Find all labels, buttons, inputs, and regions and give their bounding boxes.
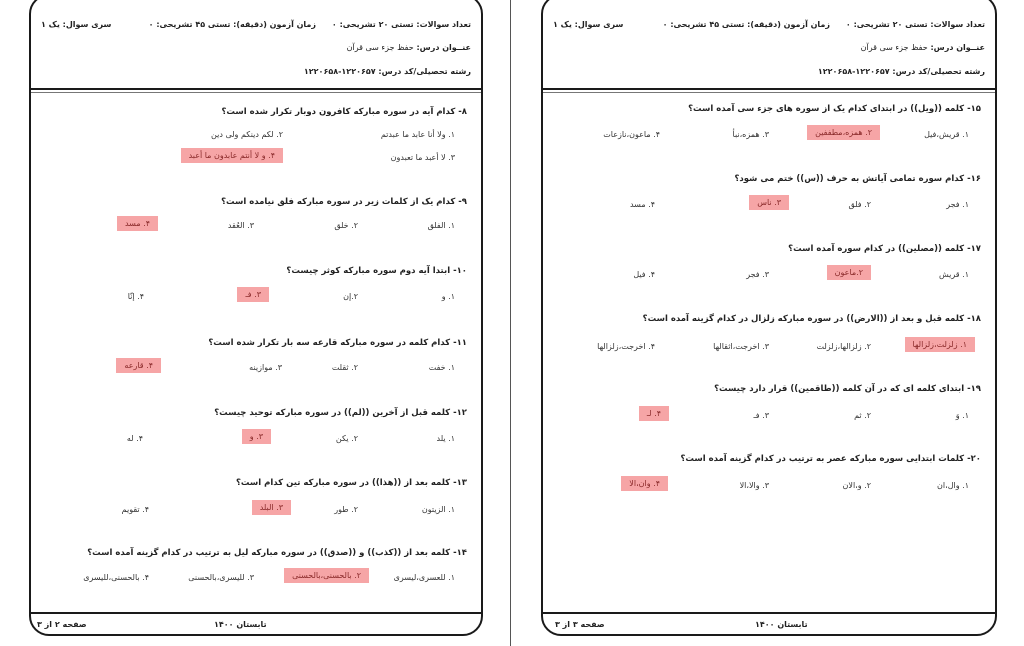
option-1[interactable]: ۱. خفت — [428, 363, 455, 372]
option-2[interactable]: ۲. خلق — [334, 221, 358, 230]
option-2[interactable]: ۲. لکم دینکم ولی دین — [211, 130, 283, 139]
course-code: رشته تحصیلی/کد درس: ۱۲۲۰۶۵۷-۱۲۲۰۶۵۸ — [303, 67, 471, 76]
option-4[interactable]: ۴. ماعون،نازعات — [603, 130, 660, 139]
option-3[interactable]: ۳. فـ — [753, 411, 769, 420]
question-20: ۲۰- کلمات ابتدایی سوره مبارکه عصر به ترتیب در کدام گزینه آمده است؟ — [680, 454, 981, 464]
question-15: ۱۵- کلمه ((ویل)) در ابتدای کدام یک از سوره های جزء سی آمده است؟ — [688, 104, 981, 114]
option-4-selected[interactable]: ۴. و لا أنتم عابدون ما أعبد — [181, 148, 283, 163]
option-1-selected[interactable]: ۱. زلزلت،زلزالها — [905, 337, 975, 352]
question-9: ۹- کدام یک از کلمات زیر در سوره مبارکه فلق نیامده است؟ — [221, 197, 467, 207]
option-1[interactable]: ۱. الفلق — [427, 221, 455, 230]
option-3[interactable]: ۳. همزه،نبأ — [732, 130, 769, 139]
course-title: عنــوان درس: حفظ جزء سی قرآن — [860, 43, 985, 52]
question-count-label: تعداد سوالات: تستی ۲۰ تشریحی: ۰ — [331, 20, 471, 29]
question-12: ۱۲- کلمه قبل از آخرین ((لم)) در سوره مبارکه توحید چیست؟ — [214, 408, 467, 418]
option-4-selected[interactable]: ۴. لـ — [639, 406, 669, 421]
option-3[interactable]: ۳. موازینه — [249, 363, 282, 372]
option-2[interactable]: ۲. طور — [334, 505, 358, 514]
question-14: ۱۴- کلمه بعد از ((کذب)) و ((صدق)) در سوره مبارکه لیل به ترتیب در کدام گزینه آمده است؟ — [87, 548, 467, 558]
option-1[interactable]: ۱. یلد — [436, 434, 455, 443]
question-10: ۱۰- ابتدا آیه دوم سوره مبارکه کوثر چیست؟ — [286, 266, 467, 276]
question-13: ۱۳- کلمه بعد از ((هذا)) در سوره مبارکه تین کدام است؟ — [235, 478, 467, 488]
footer-page-number: صفحه ۲ از ۳ — [37, 620, 87, 629]
option-1[interactable]: ۱. ولا أنا عابد ما عبدتم — [380, 130, 455, 139]
option-2[interactable]: ۲. زلزالها،زلزلت — [816, 342, 871, 351]
question-18: ۱۸- کلمه قبل و بعد از ((الارض)) در سوره مبارکه زلزال در کدام گزینه آمده است؟ — [642, 314, 981, 324]
option-3-selected[interactable]: ۳. البلد — [252, 500, 291, 515]
option-1[interactable]: ۱. قریش،فیل — [924, 130, 969, 139]
question-8: ۸- کدام آیه در سوره مبارکه کافرون دوبار تکرار شده است؟ — [221, 107, 467, 117]
option-4-selected[interactable]: ۴. قارعه — [116, 358, 161, 373]
footer-date: تابستان ۱۴۰۰ — [755, 620, 808, 629]
option-3[interactable]: ۳. اخرجت،اثقالها — [713, 342, 769, 351]
option-4[interactable]: ۴. بالحسنی،للیسری — [83, 573, 149, 582]
option-3[interactable]: ۳. فجر — [746, 270, 769, 279]
course-code: رشته تحصیلی/کد درس: ۱۲۲۰۶۵۷-۱۲۲۰۶۵۸ — [817, 67, 985, 76]
option-3[interactable]: ۳. للیسری،بالحسنی — [188, 573, 254, 582]
question-19: ۱۹- ابتدای کلمه ای که در آن کلمه ((طاقمین)) قرار دارد چیست؟ — [714, 384, 981, 394]
option-1[interactable]: ۱. للعسری،لیسری — [393, 573, 455, 582]
question-17: ۱۷- کلمه ((مصلین)) در کدام سوره آمده است؟ — [788, 244, 981, 254]
option-2-selected[interactable]: ۲. بالحسنی،بالحسنی — [284, 568, 369, 583]
option-4[interactable]: ۴. إنّا — [127, 292, 144, 301]
footer-date: تابستان ۱۴۰۰ — [214, 620, 267, 629]
option-3[interactable]: ۳. لا أعبد ما تعبدون — [390, 153, 455, 162]
option-2-selected[interactable]: ۲.ماعون — [827, 265, 871, 280]
option-2[interactable]: ۲. یکن — [335, 434, 358, 443]
option-4[interactable]: ۴. له — [126, 434, 143, 443]
exam-page-right — [541, 0, 997, 636]
option-1[interactable]: ۱. وال،ان — [937, 481, 969, 490]
option-2[interactable]: ۲. فلق — [848, 200, 871, 209]
question-16: ۱۶- کدام سوره تمامی آیاتش به حرف ((س)) ختم می شود؟ — [734, 174, 981, 184]
option-1[interactable]: ۱. وَ — [955, 411, 969, 420]
page-divider — [510, 0, 511, 646]
series-label: سری سوال: یک ۱ — [553, 20, 624, 29]
option-3-selected[interactable]: ۳. و — [242, 429, 271, 444]
page-header — [31, 0, 481, 90]
page-header — [543, 0, 995, 90]
page-footer — [543, 612, 995, 634]
option-3[interactable]: ۳. والا،الا — [739, 481, 769, 490]
option-2[interactable]: ۲.إن — [343, 292, 358, 301]
question-count-label: تعداد سوالات: تستی ۲۰ تشریحی: ۰ — [845, 20, 985, 29]
option-1[interactable]: ۱. و — [441, 292, 455, 301]
option-3[interactable]: ۳. العُقد — [227, 221, 254, 230]
option-1[interactable]: ۱. قریش — [938, 270, 969, 279]
series-label: سری سوال: یک ۱ — [41, 20, 112, 29]
footer-page-number: صفحه ۳ از ۳ — [555, 620, 605, 629]
option-3-selected[interactable]: ۳. ناس — [749, 195, 789, 210]
option-4[interactable]: ۴. اخرجت،زلزالها — [597, 342, 655, 351]
question-11: ۱۱- کدام کلمه در سوره مبارکه قارعه سه بار تکرار شده است؟ — [208, 338, 467, 348]
page-footer — [31, 612, 481, 634]
duration-label: زمان آزمون (دقیقه): تستی ۴۵ تشریحی: ۰ — [662, 20, 830, 29]
exam-page-left — [29, 0, 483, 636]
option-4-selected[interactable]: ۴. مسد — [117, 216, 158, 231]
option-3-selected[interactable]: ۳. فـ — [237, 287, 269, 302]
option-4[interactable]: ۴. مسد — [629, 200, 655, 209]
option-2-selected[interactable]: ۲. همزه،مطففین — [807, 125, 880, 140]
option-4[interactable]: ۴. تقویم — [121, 505, 149, 514]
option-2[interactable]: ۲. و،الان — [842, 481, 871, 490]
option-1[interactable]: ۱. الزیتون — [421, 505, 455, 514]
option-2[interactable]: ۲. ثقلت — [331, 363, 358, 372]
duration-label: زمان آزمون (دقیقه): تستی ۴۵ تشریحی: ۰ — [148, 20, 316, 29]
course-title: عنــوان درس: حفظ جزء سی قرآن — [346, 43, 471, 52]
option-4-selected[interactable]: ۴. وان،الا — [621, 476, 668, 491]
option-1[interactable]: ۱. فجر — [946, 200, 969, 209]
option-2[interactable]: ۲. ثم — [854, 411, 871, 420]
option-4[interactable]: ۴. فیل — [633, 270, 655, 279]
